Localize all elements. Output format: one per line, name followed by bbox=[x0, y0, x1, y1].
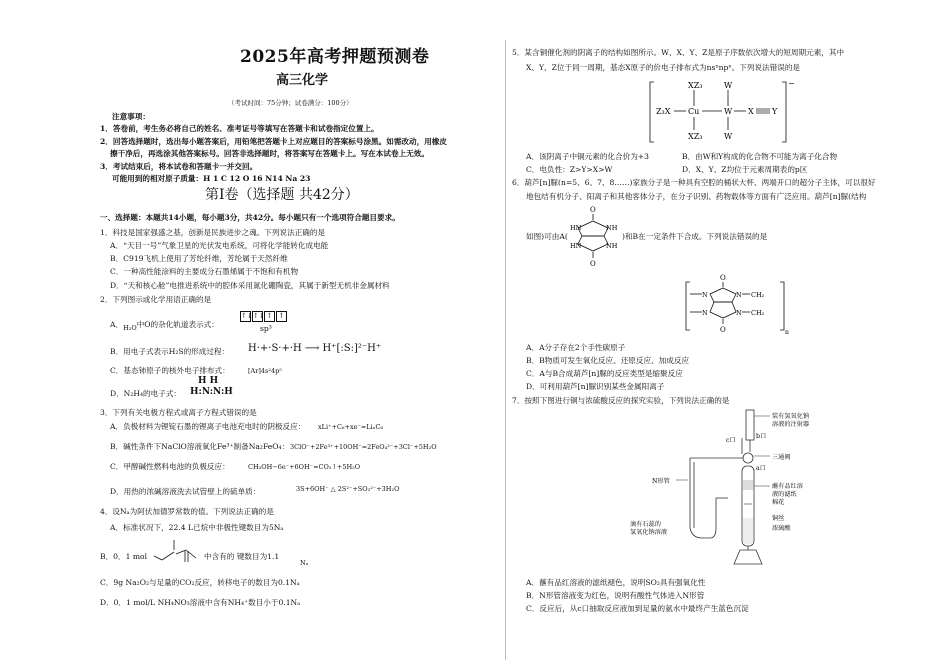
q7-apparatus-diagram bbox=[630, 408, 880, 568]
note-2: 2．回答选择题时，选出每小题答案后，用铅笔把答题卡上对应题目的答案标号涂黑。如需改动，用橡皮 bbox=[100, 137, 447, 146]
orbital-box: ↑↓ bbox=[253, 312, 265, 320]
q1-stem: 1．科技是国家强盛之基，创新是民族进步之魂。下列说法正确的是 bbox=[100, 228, 326, 237]
q3-option-d: D．用热的浓碱溶液洗去试管壁上的硫单质： bbox=[110, 487, 261, 496]
section-title: 第Ⅰ卷（选择题 共42分） bbox=[205, 187, 359, 203]
atom-ch2-bottom: CH₂ bbox=[751, 309, 765, 317]
q7-option-c: C．反应后，从c口抽取反应液加到足量的氨水中最终产生蓝色沉淀 bbox=[526, 604, 749, 613]
q1-option-b: B．C919飞机上使用了芳纶纤维，芳纶属于天然纤维 bbox=[110, 254, 288, 263]
dimethyl-structure-image bbox=[152, 536, 202, 570]
q5-option-a: A．该阴离子中铜元素的化合价为+3 bbox=[526, 152, 649, 161]
svg-text:N: N bbox=[736, 309, 742, 317]
q5-option-d: D．X、Y、Z均位于元素周期表的p区 bbox=[682, 165, 808, 174]
cucurbituril-structure bbox=[684, 272, 794, 338]
q4-option-b-post: 中含有的 键数目为1.1 bbox=[204, 552, 280, 561]
q4-option-b-pre: B．0．1 mol bbox=[100, 552, 148, 561]
q2-b-formula: H·+·S·+·H ⟶ H⁺[:S:]²⁻H⁺ bbox=[248, 343, 382, 354]
label-c-port: c口 bbox=[726, 437, 736, 444]
atom-w-mid: W bbox=[724, 107, 733, 116]
svg-text:N: N bbox=[702, 291, 708, 299]
q6-stem-1: 6．葫芦[n]脲(n=5、6、7、8……)家族分子是一种具有空腔的桶状大杯、两端开口的超分子主体，可以很好 bbox=[512, 178, 876, 187]
q6-stem-2: 地包结有机分子、阳离子和其他客体分子，在分子识别、药物载体等方面有广泛应用。葫芦[n]脲(结构 bbox=[526, 192, 867, 201]
label-paper: 蘸有品红溶 bbox=[772, 483, 803, 490]
glycoluril-structure bbox=[568, 204, 620, 268]
copper-anion-structure bbox=[650, 78, 795, 146]
orbital-box: ↑↓ bbox=[241, 312, 253, 320]
q2-d-formula: H:N:N:H bbox=[190, 387, 233, 397]
atom-hn-bottom: HN bbox=[570, 242, 582, 250]
q1-option-a: A．“天目一号”气象卫星的光伏发电系统，可将化学能转化成电能 bbox=[110, 241, 329, 250]
orbital-box: ↑ bbox=[264, 311, 275, 322]
q5-option-b: B．由W和Y构成的化合物不可能为离子化合物 bbox=[682, 152, 838, 161]
label-a-port: a口 bbox=[756, 465, 766, 472]
q6-stem-3a: 如图)可由A( bbox=[526, 232, 568, 241]
atom-x-right: X bbox=[748, 107, 754, 116]
atomic-masses: 可能用到的相对原子质量：H 1 C 12 O 16 N14 Na 23 bbox=[112, 174, 311, 183]
q6-stem-3b: )和B在一定条件下合成。下列说法错误的是 bbox=[622, 232, 768, 241]
q2-c-formula: [Ar]4s²4p⁵ bbox=[248, 367, 282, 375]
label-valve: 三通阀 bbox=[772, 454, 791, 461]
q6-option-c: C．A与B合成葫芦[n]脲的反应类型是缩聚反应 bbox=[526, 369, 683, 378]
q4-stem: 4．设Nₐ为阿伏加德罗常数的值。下列说法正确的是 bbox=[100, 507, 274, 516]
q4-option-c: C．9g Na₂O₂与足量的CO₂反应，转移电子的数目为0.1Nₐ bbox=[100, 578, 300, 587]
atom-ch2-top: CH₂ bbox=[751, 291, 765, 299]
label-n-tube: N形管 bbox=[652, 478, 670, 485]
right-column bbox=[512, 0, 876, 672]
q5-option-c: C．电负性：Z>Y>X>W bbox=[526, 165, 613, 174]
atom-o-bottom: O bbox=[590, 260, 596, 268]
q3-option-b: B．碱性条件下NaClO溶液氧化Fe³⁺制备Na₂FeO₄： bbox=[110, 442, 290, 451]
svg-text:N: N bbox=[702, 309, 708, 317]
label-cotton: 棉花 bbox=[772, 499, 785, 506]
q3-option-c: C．甲醇碱性燃料电池的负极反应： bbox=[110, 462, 230, 471]
atom-w-bottom: W bbox=[724, 132, 733, 141]
atom-xz3-bottom: XZ₃ bbox=[688, 132, 703, 141]
charge-label: − bbox=[788, 79, 795, 88]
q2-option-a: A．H₂O中O的杂化轨道表示式： bbox=[110, 320, 219, 332]
exam-info: （考试时间：75分钟；试卷满分：100分） bbox=[228, 99, 353, 107]
q3-stem: 3．下列有关电极方程式或离子方程式错误的是 bbox=[100, 408, 257, 417]
q7-option-b: B．N形管溶液变为红色，说明有酸性气体进入N形管 bbox=[526, 591, 705, 600]
q2-option-c: C．基态铈原子的核外电子排布式： bbox=[110, 366, 230, 375]
q3-c-formula: CH₃OH−6e⁻+6OH⁻=CO₂↑+5H₂O bbox=[248, 463, 361, 471]
q2-stem: 2．下列图示或化学用语正确的是 bbox=[100, 295, 212, 304]
label-copper: 铜丝 bbox=[772, 515, 785, 522]
atom-y: Y bbox=[772, 107, 778, 116]
q4-option-a: A．标准状况下，22.4 L已烷中非极性键数目为5Nₐ bbox=[110, 523, 284, 532]
q5-stem-2: X、Y、Z位于同一周期，基态X原子的价电子排布式为nsⁿnpⁿ。下列说法错误的是 bbox=[526, 63, 801, 72]
svg-text:N: N bbox=[736, 291, 742, 299]
q4-option-d: D．0．1 mol/L NH₄NO₃溶液中含有NH₄⁺数目小于0.1Nₐ bbox=[100, 598, 301, 607]
q6-option-d: D．可利用葫芦[n]脲识别某些金属阳离子 bbox=[526, 382, 665, 391]
q4-option-b-unit: Nₐ bbox=[300, 559, 309, 567]
q6-option-b: B．B物质可发生氧化反应、还原反应、加成反应 bbox=[526, 356, 690, 365]
atom-o-bottom: O bbox=[720, 326, 726, 334]
q1-option-c: C．一种高性能涂料的主要成分石墨烯属于不饱和有机物 bbox=[110, 267, 299, 276]
label-syringe-2: 溶液的注射器 bbox=[772, 421, 810, 428]
q3-a-formula: xLi⁺+C₆+xe⁻=LiₓC₆ bbox=[318, 423, 384, 431]
q2-sp3-label: sp³ bbox=[260, 324, 272, 333]
note-3: 3．考试结束后，将本试卷和答题卡一并交回。 bbox=[100, 162, 258, 171]
q7-stem: 7．按照下图进行铜与浓硫酸反应的探究实验，下列说法正确的是 bbox=[512, 396, 730, 405]
label-litmus-2: 氢氧化钠溶液 bbox=[630, 529, 668, 536]
q2-d-formula-top: H H bbox=[198, 376, 219, 386]
q7-option-a: A．蘸有品红溶液的滤纸褪色，说明SO₂具有强氧化性 bbox=[526, 578, 706, 587]
atom-o-top: O bbox=[720, 274, 726, 282]
atom-nh-top: NH bbox=[606, 224, 618, 232]
atom-xz3-top: XZ₃ bbox=[688, 81, 703, 90]
subscript-n: n bbox=[785, 329, 789, 336]
q3-b-formula: 3ClO⁻+2Fe³⁺+10OH⁻=2FeO₄²⁻+3Cl⁻+5H₂O bbox=[290, 443, 437, 451]
atom-nh-bottom: NH bbox=[606, 242, 618, 250]
label-b-port: b口 bbox=[756, 433, 767, 440]
q3-d-formula: 3S+6OH⁻ △ 2S²⁻+SO₃²⁻+3H₂O bbox=[296, 485, 400, 493]
atom-o-top: O bbox=[590, 206, 596, 214]
atom-z3x: Z₃X bbox=[656, 107, 671, 116]
exam-subject: 高三化学 bbox=[276, 73, 329, 88]
q3-option-a: A．负极材料为锂锭石墨的锂离子电池充电时的阴极反应： bbox=[110, 422, 306, 431]
label-litmus: 滴有石蕊的 bbox=[630, 521, 661, 528]
note-2-cont: 擦干净后，再选涂其他答案标号。回答非选择题时，将答案写在答题卡上。写在本试卷上无效。 bbox=[110, 149, 429, 158]
label-acid: 浓硫酸 bbox=[772, 525, 791, 532]
left-column bbox=[100, 0, 500, 672]
label-syringe: 装有氢氧化钠 bbox=[772, 413, 810, 420]
atom-cu: Cu bbox=[688, 107, 700, 116]
section-intro: 一、选择题：本题共14小题，每小题3分，共42分。每小题只有一个选项符合题目要求。 bbox=[100, 213, 400, 222]
q2-option-d: D．N₂H₄的电子式： bbox=[110, 389, 182, 398]
atom-w-top: W bbox=[724, 81, 733, 90]
q2-orbital-boxes bbox=[240, 311, 288, 322]
q2-option-b: B．用电子式表示H₂S的形成过程： bbox=[110, 347, 230, 356]
q5-stem-1: 5．某含铜催化剂的阴离子的结构如图所示。W、X、Y、Z是原子序数依次增大的短周期元素，其中 bbox=[512, 48, 845, 57]
note-1: 1．答卷前，考生务必将自己的姓名、准考证号等填写在答题卡和试卷指定位置上。 bbox=[100, 124, 379, 133]
notes-heading: 注意事项： bbox=[112, 112, 150, 121]
column-divider bbox=[505, 40, 506, 660]
exam-title: 2025年高考押题预测卷 bbox=[240, 47, 430, 67]
atom-hn-top: HN bbox=[570, 224, 582, 232]
q1-option-d: D．“天和核心舱”电推进系统中的腔体采用氮化硼陶瓷，其属于新型无机非金属材料 bbox=[110, 281, 390, 290]
orbital-box: ↑ bbox=[276, 311, 287, 322]
q6-option-a: A．A分子存在2个手性碳原子 bbox=[526, 343, 626, 352]
label-paper-2: 液的滤纸 bbox=[772, 491, 797, 498]
